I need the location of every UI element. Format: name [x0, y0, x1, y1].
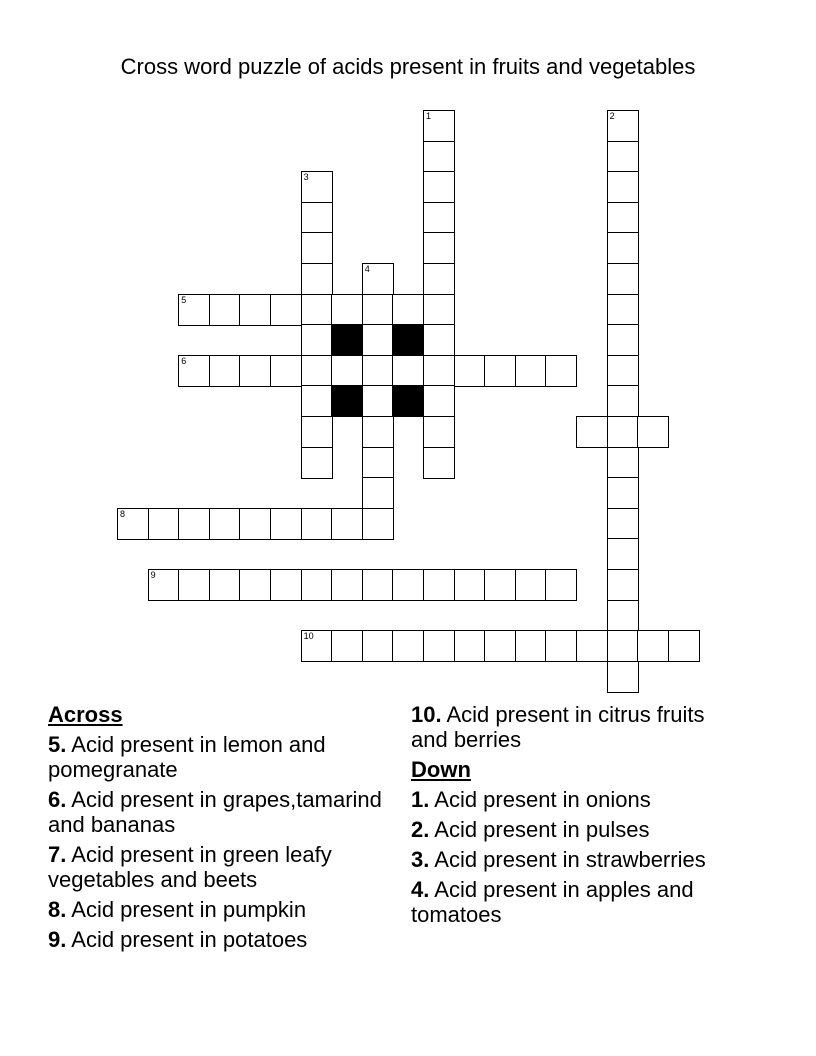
clue-text: Acid present in strawberries — [434, 847, 706, 872]
grid-cell[interactable] — [362, 385, 394, 417]
clue-number: 5. — [48, 732, 67, 757]
clue-down-2 — [411, 817, 731, 842]
grid-cell[interactable] — [301, 355, 333, 387]
clue-number-label: 5 — [181, 294, 187, 305]
grid-cell[interactable] — [607, 600, 639, 632]
grid-cell[interactable] — [178, 355, 210, 387]
grid-cell[interactable] — [392, 569, 424, 601]
clue-text: Acid present in potatoes — [71, 927, 308, 952]
clue-number: 7. — [48, 842, 67, 867]
grid-cell[interactable] — [270, 294, 302, 326]
grid-cell[interactable] — [484, 355, 516, 387]
clue-number-label: 6 — [181, 355, 187, 366]
grid-cell[interactable] — [607, 294, 639, 326]
grid-cell[interactable] — [331, 355, 363, 387]
grid-cell[interactable] — [178, 508, 210, 540]
clue-across-8 — [48, 897, 398, 922]
grid-cell[interactable] — [515, 630, 547, 662]
grid-cell[interactable] — [239, 294, 271, 326]
grid-cell[interactable] — [301, 569, 333, 601]
grid-cell[interactable] — [607, 477, 639, 509]
grid-cell[interactable] — [607, 171, 639, 203]
clues-right-column — [411, 702, 731, 927]
grid-cell[interactable] — [301, 416, 333, 448]
grid-cell[interactable] — [178, 569, 210, 601]
clue-down-3 — [411, 847, 731, 872]
grid-cell[interactable] — [301, 447, 333, 479]
grid-cell[interactable] — [454, 569, 486, 601]
black-square — [392, 324, 424, 356]
grid-cell[interactable] — [362, 263, 394, 295]
grid-cell[interactable] — [178, 294, 210, 326]
grid-cell[interactable] — [637, 416, 669, 448]
grid-cell[interactable] — [239, 355, 271, 387]
grid-cell[interactable] — [362, 477, 394, 509]
grid-cell[interactable] — [362, 294, 394, 326]
grid-cell[interactable] — [270, 355, 302, 387]
grid-cell[interactable] — [545, 355, 577, 387]
clues-left-column — [48, 702, 398, 952]
page-title: Cross word puzzle of acids present in fruits and vegetables — [120, 54, 696, 79]
grid-cell[interactable] — [392, 355, 424, 387]
grid-cell[interactable] — [362, 355, 394, 387]
clue-text: Acid present in pumpkin — [71, 897, 307, 922]
grid-cell[interactable] — [270, 508, 302, 540]
clue-text: Acid present in onions — [434, 787, 651, 812]
grid-cell[interactable] — [576, 416, 608, 448]
grid-cell[interactable] — [331, 508, 363, 540]
grid-cell[interactable] — [607, 538, 639, 570]
grid-cell[interactable] — [209, 569, 241, 601]
grid-cell[interactable] — [239, 508, 271, 540]
grid-cell[interactable] — [301, 263, 333, 295]
clue-number-label: 1 — [426, 111, 432, 121]
grid-cell[interactable] — [607, 141, 639, 173]
grid-cell[interactable] — [423, 232, 455, 264]
grid-cell[interactable] — [331, 294, 363, 326]
grid-cell[interactable] — [331, 630, 363, 662]
clue-number-label: 9 — [150, 570, 156, 580]
clue-text: Acid present in apples and tomatoes — [411, 877, 694, 927]
grid-cell[interactable] — [423, 630, 455, 662]
grid-cell[interactable] — [454, 630, 486, 662]
clue-number: 1. — [411, 787, 430, 812]
grid-cell[interactable] — [362, 324, 394, 356]
clue-across-9 — [48, 927, 398, 952]
clue-number-label: 4 — [364, 264, 370, 274]
clue-text: Acid present in grapes,tamarind and bananas — [48, 787, 382, 837]
grid-cell[interactable] — [148, 508, 180, 540]
clue-number: 8. — [48, 897, 67, 922]
grid-cell[interactable] — [301, 324, 333, 356]
grid-cell[interactable] — [607, 110, 639, 142]
grid-cell[interactable] — [362, 630, 394, 662]
grid-cell[interactable] — [423, 141, 455, 173]
grid-cell[interactable] — [423, 294, 455, 326]
grid-cell[interactable] — [239, 569, 271, 601]
grid-cell[interactable] — [362, 447, 394, 479]
grid-cell[interactable] — [454, 355, 486, 387]
grid-cell[interactable] — [301, 294, 333, 326]
clue-text: Acid present in pulses — [434, 817, 650, 842]
grid-cell[interactable] — [607, 202, 639, 234]
grid-cell[interactable] — [423, 355, 455, 387]
clue-number-label: 8 — [120, 508, 126, 519]
clue-number: 6. — [48, 787, 67, 812]
grid-cell[interactable] — [117, 508, 149, 540]
grid-cell[interactable] — [607, 385, 639, 417]
grid-cell[interactable] — [607, 263, 639, 295]
clue-number-label: 2 — [609, 111, 615, 121]
clue-down-1 — [411, 787, 731, 812]
grid-cell[interactable] — [607, 569, 639, 601]
grid-cell[interactable] — [301, 232, 333, 264]
grid-cell[interactable] — [270, 569, 302, 601]
grid-cell[interactable] — [209, 508, 241, 540]
clue-number-label: 3 — [303, 172, 309, 183]
grid-cell[interactable] — [362, 416, 394, 448]
grid-cell[interactable] — [301, 630, 333, 662]
clue-text: Acid present in citrus fruits and berries — [411, 702, 705, 752]
grid-cell[interactable] — [362, 508, 394, 540]
grid-cell[interactable] — [607, 447, 639, 479]
black-square — [331, 385, 363, 417]
black-square — [331, 324, 363, 356]
clue-text: Acid present in green leafy vegetables and beets — [48, 842, 332, 892]
clue-number: 9. — [48, 927, 67, 952]
clue-number: 3. — [411, 847, 430, 872]
grid-cell[interactable] — [423, 263, 455, 295]
grid-cell[interactable] — [301, 508, 333, 540]
clue-number: 2. — [411, 817, 430, 842]
grid-cell[interactable] — [423, 324, 455, 356]
clue-number: 10. — [411, 702, 442, 727]
grid-cell[interactable] — [484, 569, 516, 601]
grid-cell[interactable] — [331, 569, 363, 601]
grid-cell[interactable] — [607, 232, 639, 264]
grid-cell[interactable] — [423, 416, 455, 448]
clue-across-10 — [411, 702, 731, 752]
grid-cell[interactable] — [209, 294, 241, 326]
grid-cell[interactable] — [637, 630, 669, 662]
grid-cell[interactable] — [423, 569, 455, 601]
grid-cell[interactable] — [607, 508, 639, 540]
grid-cell[interactable] — [423, 447, 455, 479]
grid-cell[interactable] — [392, 630, 424, 662]
grid-cell[interactable] — [607, 661, 639, 693]
grid-cell[interactable] — [209, 355, 241, 387]
grid-cell[interactable] — [301, 171, 333, 203]
clue-number-label: 10 — [303, 631, 314, 642]
grid-cell[interactable] — [423, 385, 455, 417]
grid-cell[interactable] — [545, 569, 577, 601]
clue-number: 4. — [411, 877, 430, 902]
black-square — [392, 385, 424, 417]
grid-cell[interactable] — [392, 294, 424, 326]
clue-across-7 — [48, 842, 398, 892]
clue-down-4 — [411, 877, 731, 927]
grid-cell[interactable] — [301, 385, 333, 417]
grid-cell[interactable] — [607, 416, 639, 448]
grid-cell[interactable] — [668, 630, 700, 662]
clue-across-5 — [48, 732, 398, 782]
clue-text: Acid present in lemon and pomegranate — [48, 732, 326, 782]
grid-cell[interactable] — [576, 630, 608, 662]
grid-cell[interactable] — [148, 569, 180, 601]
grid-cell[interactable] — [423, 202, 455, 234]
grid-cell[interactable] — [607, 324, 639, 356]
grid-cell[interactable] — [515, 569, 547, 601]
grid-cell[interactable] — [301, 202, 333, 234]
grid-cell[interactable] — [484, 630, 516, 662]
clue-across-6 — [48, 787, 398, 837]
grid-cell[interactable] — [423, 110, 455, 142]
down-heading: Down — [411, 757, 471, 782]
across-heading: Across — [48, 702, 123, 727]
grid-cell[interactable] — [607, 355, 639, 387]
grid-cell[interactable] — [515, 355, 547, 387]
grid-cell[interactable] — [607, 630, 639, 662]
grid-cell[interactable] — [545, 630, 577, 662]
grid-cell[interactable] — [423, 171, 455, 203]
grid-cell[interactable] — [362, 569, 394, 601]
